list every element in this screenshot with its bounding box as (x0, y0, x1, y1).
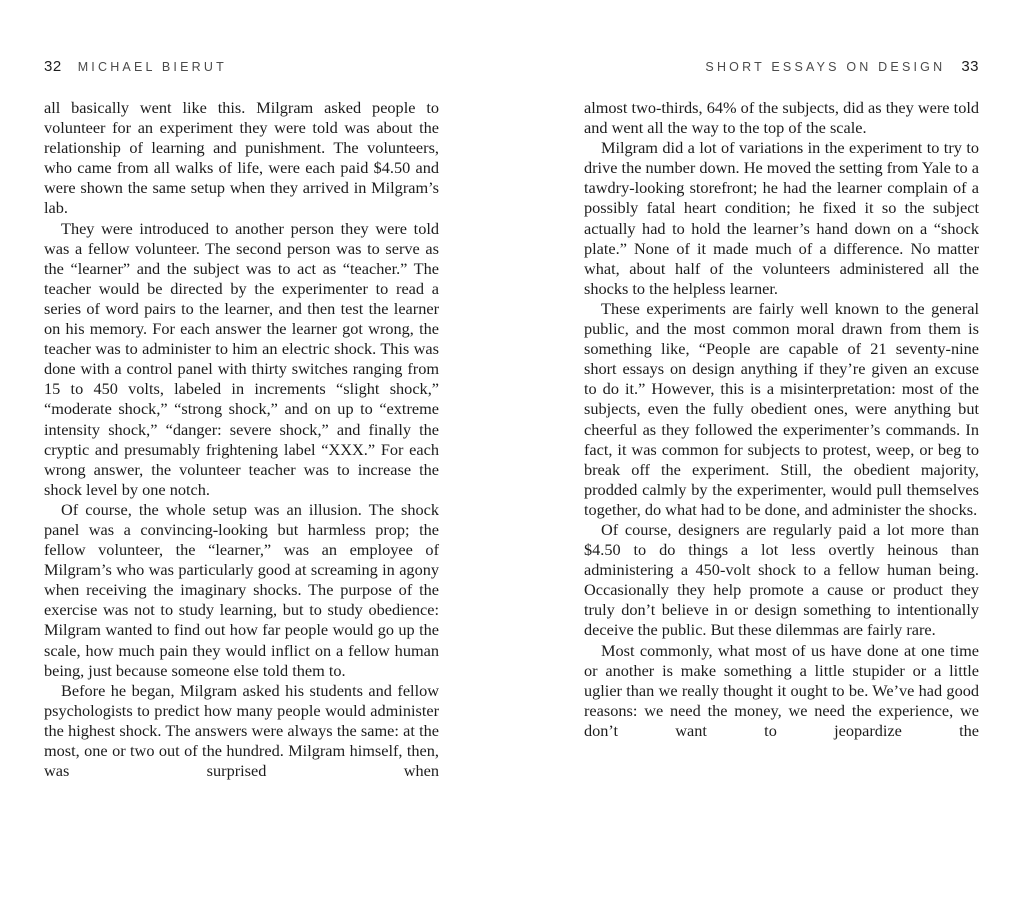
paragraph: Most commonly, what most of us have done at one time or another is make something a little stupider or a little uglier than we really thought it ought to be. We’ve had good reasons: we need the money, we need the experience, we don’t want to jeopardize the (584, 640, 979, 740)
body-text-right (584, 98, 979, 741)
body-text-left (44, 98, 439, 781)
running-title-right: SHORT ESSAYS ON DESIGN (705, 60, 946, 74)
running-head-right (584, 58, 979, 75)
paragraph: They were introduced to another person they were told was a fellow volunteer. The second person was to serve as the “learner” and the subject was to act as “teacher.” The teacher would be directed by the experimenter to read a series of word pairs to the learner, and then test the learner on his memory. For each answer the learner got wrong, the teacher was to administer to him an electric shock. This was done with a control panel with thirty switches ranging from 15 to 450 volts, labeled in increments “slight shock,” “moderate shock,” “strong shock,” and on up to “extreme intensity shock,” “danger: severe shock,” and finally the cryptic and presumably frightening label “XXX.” For each wrong answer, the volunteer teacher was to increase the shock level by one notch. (44, 218, 439, 499)
paragraph: all basically went like this. Milgram asked people to volunteer for an experiment they were told was about the relationship of learning and punishment. The volunteers, who came from all walks of life, were each paid $4.50 and were shown the same setup when they arrived in Milgram’s lab. (44, 98, 439, 218)
paragraph: almost two-thirds, 64% of the subjects, did as they were told and went all the way to the top of the scale. (584, 98, 979, 138)
paragraph: Milgram did a lot of variations in the experiment to try to drive the number down. He moved the setting from Yale to a tawdry-looking storefront; he had the learner complain of a possibly fatal heart condition; he fixed it so the subject actually had to hold the learner’s hand down on a “shock plate.” None of it made much of a difference. No matter what, about half of the volunteers administered all the shocks to the helpless learner. (584, 138, 979, 298)
page-right (584, 58, 979, 741)
page-number-right: 33 (961, 58, 979, 75)
paragraph: These experiments are fairly well known to the general public, and the most common moral drawn from them is something like, “People are capable of 21 seventy-nine short essays on design anything if they’re given an excuse to do it.” However, this is a misinterpretation: most of the subjects, even the fully obedient ones, were anything but cheerful as they followed the experimenter’s commands. In fact, it was common for subjects to protest, weep, or beg to break off the experiment. Still, the obedient majority, prodded calmly by the experimenter, would pull themselves together, do what had to be done, and administer the shocks. (584, 298, 979, 519)
running-head-left (44, 58, 439, 75)
paragraph: Of course, the whole setup was an illusion. The shock panel was a convincing-looking but harmless prop; the fellow volunteer, the “learner,” was an employee of Milgram’s who was particularly good at screaming in agony when receiving the imaginary shocks. The purpose of the exercise was not to study learning, but to study obedience: Milgram wanted to find out how far people would go up the scale, how much pain they would inflict on a fellow human being, just because someone else told them to. (44, 499, 439, 680)
running-title-left: MICHAEL BIERUT (77, 60, 227, 74)
paragraph: Of course, designers are regularly paid a lot more than $4.50 to do things a lot less overtly heinous than administering a 450-volt shock to a fellow human being. Occasionally they help promote a cause or product they truly don’t believe in or design something to intentionally deceive the public. But these dilemmas are fairly rare. (584, 519, 979, 640)
page-left (44, 58, 439, 781)
page-number-left: 32 (44, 58, 62, 75)
paragraph: Before he began, Milgram asked his students and fellow psychologists to predict how many people would administer the highest shock. The answers were always the same: at the most, one or two out of the hundred. Milgram himself, then, was surprised when (44, 680, 439, 781)
